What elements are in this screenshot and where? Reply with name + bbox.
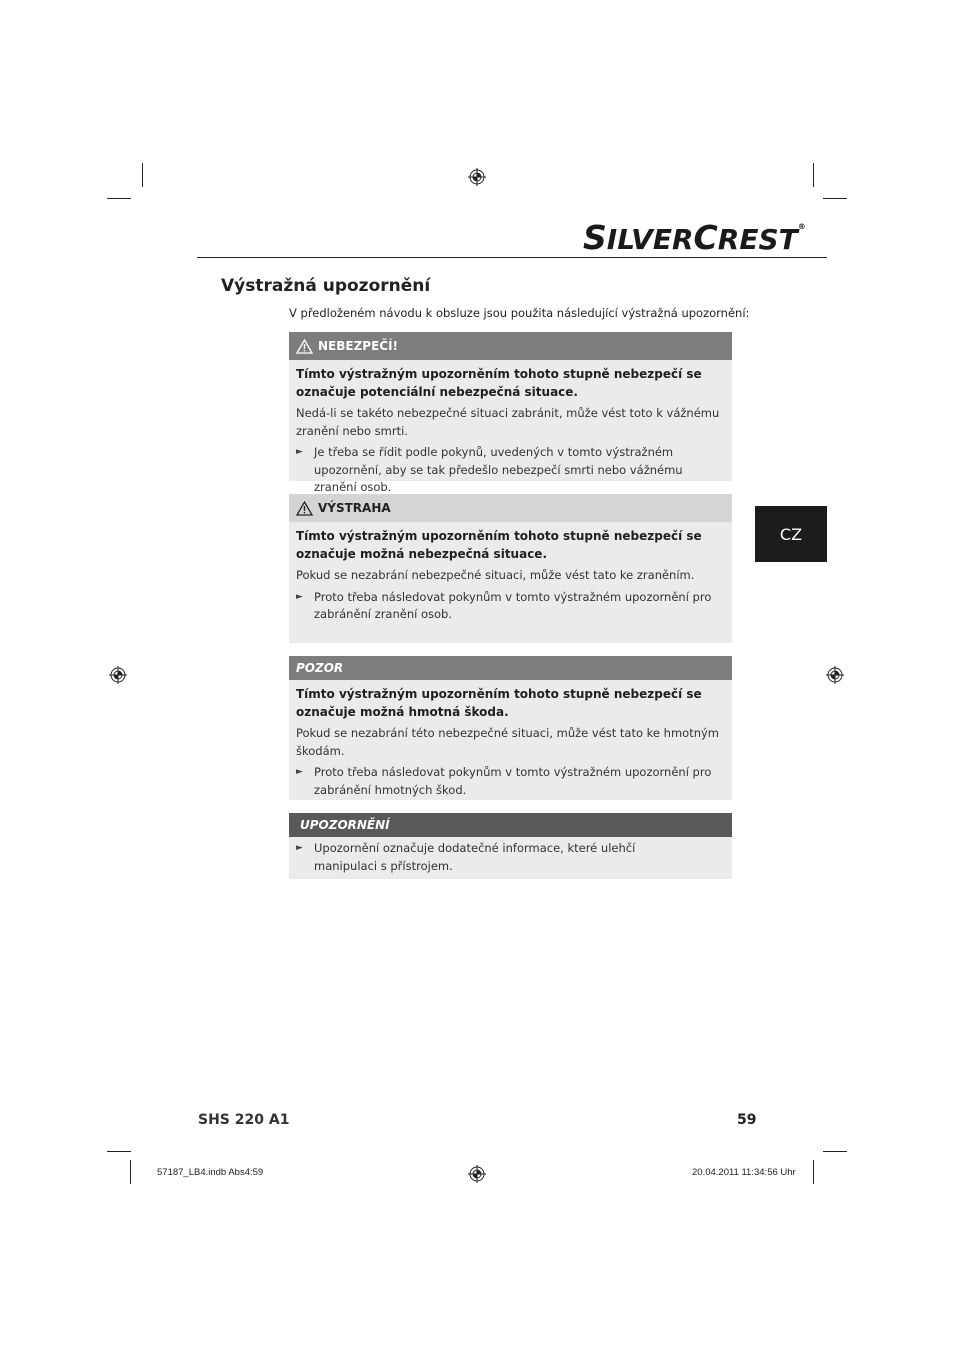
crop-mark (823, 198, 847, 199)
list-item: ► Proto třeba následovat pokynům v tomto výstražném upozornění pro zabránění hmotných škod. (296, 764, 725, 799)
crop-mark (130, 1160, 131, 1184)
note-heading: UPOZORNĚNÍ (289, 813, 732, 837)
bullet-arrow-icon: ► (296, 767, 303, 777)
crop-mark (823, 1151, 847, 1152)
model-number: SHS 220 A1 (198, 1112, 290, 1128)
warning-box (289, 494, 732, 643)
page-number: 59 (737, 1112, 757, 1128)
warning-bold-text: Tímto výstražným upozorněním tohoto stupně nebezpečí se označuje možná nebezpečná situace. (296, 529, 702, 561)
brand-logo: SILVERCREST® (583, 218, 806, 257)
bullet-arrow-icon: ► (296, 591, 303, 602)
danger-bold-text: Tímto výstražným upozorněním tohoto stupně nebezpečí se označuje potenciální nebezpečná situace. (296, 367, 702, 399)
registration-mark-icon (109, 666, 127, 684)
danger-heading: NEBEZPEČÍ! (289, 332, 732, 360)
list-item: ► Je třeba se řídit podle pokynů, uvedených v tomto výstražném upozornění, aby se tak předešlo nebezpečí smrti nebo vážnému zranění osob. (296, 444, 725, 497)
bullet-arrow-icon: ► (296, 447, 303, 457)
note-box (289, 813, 732, 879)
danger-box (289, 332, 732, 494)
crop-mark (142, 163, 143, 187)
caution-box (289, 656, 732, 800)
page-title: Výstražná upozornění (221, 276, 431, 296)
bullet-arrow-icon: ► (296, 843, 303, 853)
caution-heading: POZOR (289, 656, 732, 680)
warning-triangle-icon (296, 339, 313, 354)
danger-paragraph: Nedá-li se takéto nebezpečné situaci zabránit, může vést toto k vážnému zranění nebo smrti. (296, 406, 720, 438)
registration-mark-icon (468, 168, 486, 186)
intro-text: V předloženém návodu k obsluze jsou použita následující výstražná upozornění: (289, 306, 750, 320)
footer-timestamp: 20.04.2011 11:34:56 Uhr (692, 1167, 796, 1178)
registration-mark-icon (826, 666, 844, 684)
warning-paragraph: Pokud se nezabrání nebezpečné situaci, může vést tato ke zraněním. (296, 568, 695, 582)
warning-triangle-icon (296, 501, 313, 516)
crop-mark (813, 1160, 814, 1184)
list-item: ► Proto třeba následovat pokynům v tomto výstražném upozornění pro zabránění zranění osob. (296, 589, 725, 624)
list-item: ► Upozornění označuje dodatečné informace, které ulehčí manipulaci s přístrojem. (296, 840, 725, 875)
header-rule (197, 257, 827, 258)
crop-mark (107, 1151, 131, 1152)
caution-bold-text: Tímto výstražným upozorněním tohoto stupně nebezpečí se označuje možná hmotná škoda. (296, 687, 702, 719)
crop-mark (813, 163, 814, 187)
registration-mark-icon (468, 1165, 486, 1183)
footer-file: 57187_LB4.indb Abs4:59 (157, 1167, 264, 1178)
caution-paragraph: Pokud se nezabrání této nebezpečné situaci, může vést tato ke hmotným škodám. (296, 726, 719, 758)
crop-mark (107, 198, 131, 199)
warning-heading: VÝSTRAHA (289, 494, 732, 522)
language-tab: CZ (755, 506, 827, 562)
